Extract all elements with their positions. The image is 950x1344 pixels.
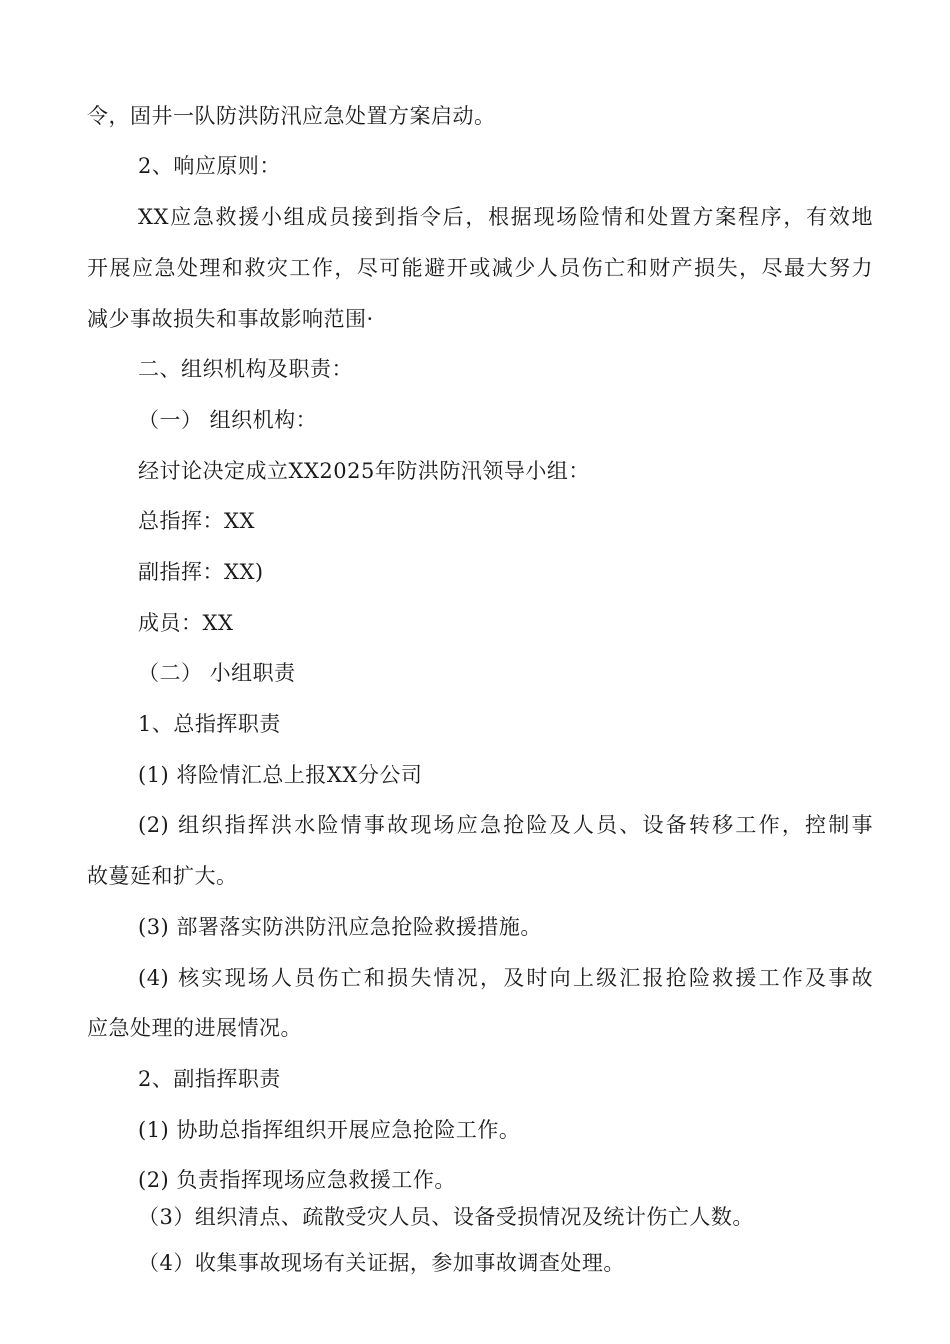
text-line: 开展应急处理和救灾工作，尽可能避开或减少人员伤亡和财产损失，尽最大努力 [87,256,873,280]
subsection-heading-duties: （二） 小组职责 [138,661,296,685]
text-line: 减少事故损失和事故影响范围· [87,307,374,331]
list-item: (1) 协助总指挥组织开展应急抢险工作。 [138,1118,521,1142]
list-item: (2) 负责指挥现场应急救援工作。 [138,1168,456,1192]
list-item: (1) 将险情汇总上报XX分公司 [138,763,423,787]
text-line: 经讨论决定成立XX2025年防洪防汛领导小组： [138,459,590,483]
subsection-heading-structure: （一） 组织机构： [138,408,318,432]
list-item: （3）组织清点、疏散受灾人员、设备受损情况及统计伤亡人数。 [138,1205,754,1229]
text-line-commander: 总指挥：XX [138,509,255,533]
list-item: (2) 组织指挥洪水险情事故现场应急抢险及人员、设备转移工作，控制事 [138,813,873,837]
list-item: (4) 核实现场人员伤亡和损失情况，及时向上级汇报抢险救援工作及事故 [138,966,873,990]
text-line: XX应急救援小组成员接到指令后，根据现场险情和处置方案程序，有效地 [138,205,873,229]
section-heading-organization: 二、组织机构及职责： [138,357,353,381]
list-item: (3) 部署落实防洪防汛应急抢险救援措施。 [138,915,542,939]
text-line: 令，固井一队防洪防汛应急处置方案启动。 [87,104,496,128]
text-line: 应急处理的进展情况。 [87,1016,302,1040]
section-heading-deputy-duties: 2、副指挥职责 [138,1067,281,1091]
text-line: 故蔓延和扩大。 [87,864,238,888]
section-heading-response-principle: 2、响应原则： [138,154,281,178]
text-line-deputy: 副指挥：XX) [138,560,264,584]
text-line-members: 成员：XX [138,611,234,635]
list-item: （4）收集事故现场有关证据，参加事故调查处理。 [138,1251,625,1275]
section-heading-commander-duties: 1、总指挥职责 [138,712,281,736]
